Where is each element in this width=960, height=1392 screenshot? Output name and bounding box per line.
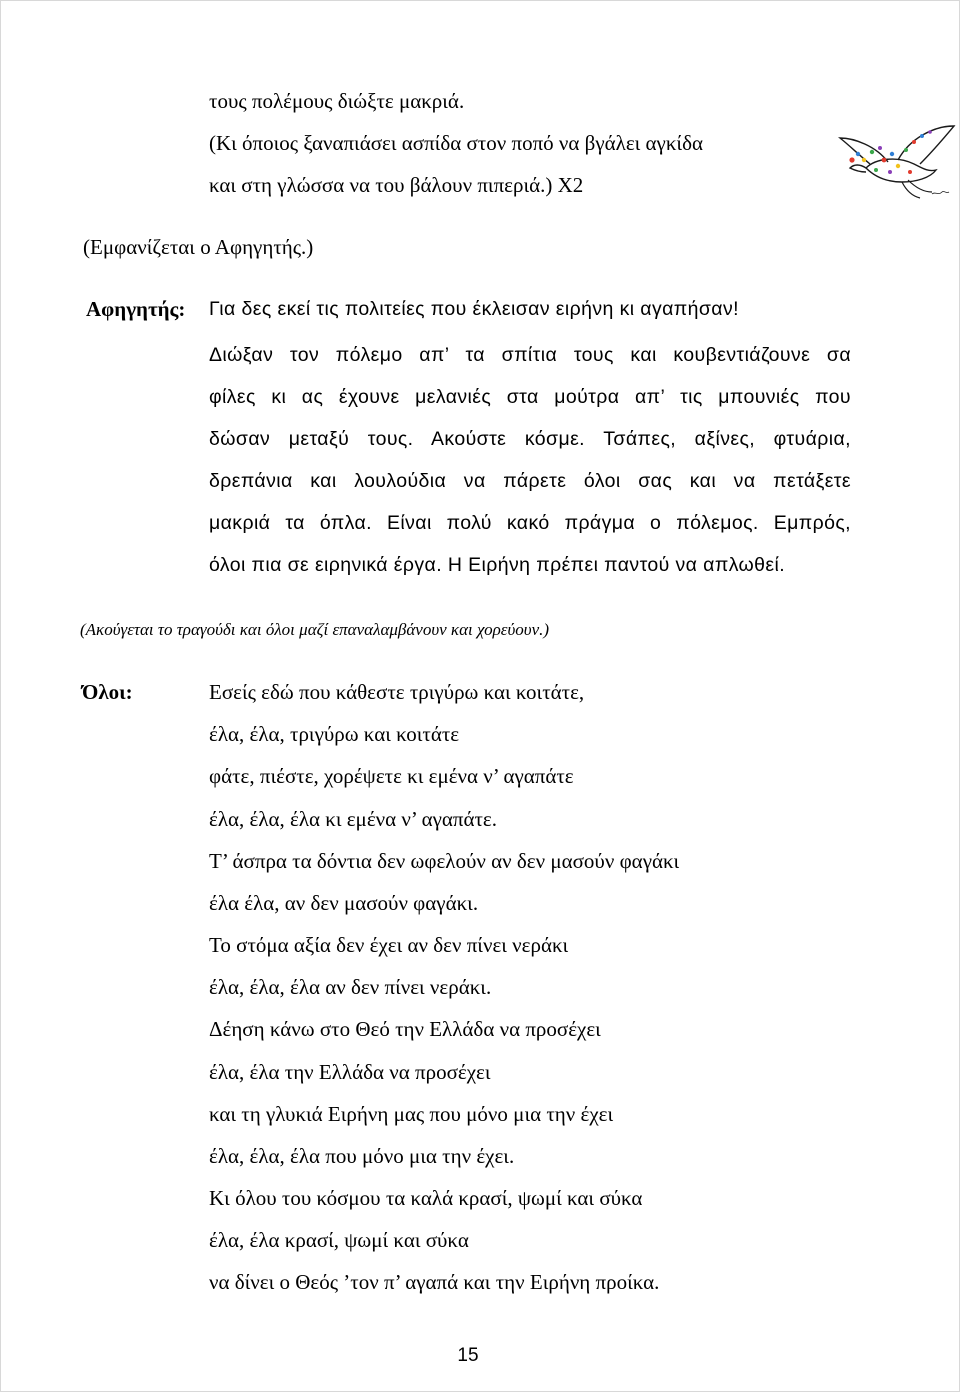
narrator-line: μακριά τα όπλα. Είναι πολύ κακό πράγμα ο πόλεμος. Εμπρός, (209, 512, 851, 534)
chorus-line: έλα, έλα την Ελλάδα να προσέχει (209, 1060, 491, 1084)
chorus-line: έλα, έλα, έλα που μόνο μια την έχει. (209, 1144, 515, 1168)
narrator-line: Διώξαν τον πόλεμο απ’ τα σπίτια τους και κουβεντιάζουνε σα (209, 344, 851, 366)
narrator-line: δρεπάνια και λουλούδια να πάρετε όλοι σας και να πετάξετε (209, 470, 851, 492)
chorus-line: Το στόμα αξία δεν έχει αν δεν πίνει νεράκι (209, 933, 569, 957)
narrator-line: όλοι πια σε ειρηνικά έργα. Η Ειρήνη πρέπει παντού να απλωθεί. (209, 554, 786, 576)
song-line: και στη γλώσσα να του βάλουν πιπεριά.) Χ2 (209, 173, 584, 197)
narrator-line: φίλες κι ας έχουνε μελανιές στα μούτρα απ’ τις μπουνιές που (209, 386, 851, 408)
chorus-line: έλα έλα, αν δεν μασούν φαγάκι. (209, 891, 479, 915)
stage-direction: (Ακούγεται το τραγούδι και όλοι μαζί επαναλαμβάνουν και χορεύουν.) (80, 620, 550, 639)
narrator-line: δώσαν μεταξύ τους. Ακούστε κόσμε. Τσάπες, αξίνες, φτυάρια, (209, 428, 851, 450)
page-number: 15 (457, 1345, 479, 1366)
chorus-line: να δίνει ο Θεός ’τον π’ αγαπά και την Ειρήνη προίκα. (209, 1270, 660, 1294)
speaker-label-narrator: Αφηγητής: (86, 297, 186, 321)
stage-direction: (Εμφανίζεται ο Αφηγητής.) (83, 235, 314, 259)
chorus-line: έλα, έλα κρασί, ψωμί και σύκα (209, 1228, 469, 1252)
chorus-line: Τ’ άσπρα τα δόντια δεν ωφελούν αν δεν μασούν φαγάκι (209, 849, 680, 873)
chorus-line: φάτε, πιέστε, χορέψετε κι εμένα ν’ αγαπάτε (209, 764, 574, 788)
speaker-label-all: Όλοι: (82, 680, 133, 704)
chorus-line: Εσείς εδώ που κάθεστε τριγύρω και κοιτάτε, (209, 680, 585, 704)
chorus-line: έλα, έλα, έλα αν δεν πίνει νεράκι. (209, 975, 492, 999)
chorus-line: έλα, έλα, τριγύρω και κοιτάτε (209, 722, 460, 746)
narrator-line: Για δες εκεί τις πολιτείες που έκλεισαν ειρήνη κι αγαπήσαν! (209, 298, 739, 320)
song-line: (Κι όποιος ξαναπιάσει ασπίδα στον ποπό να βγάλει αγκίδα (209, 131, 703, 155)
chorus-line: έλα, έλα, έλα κι εμένα ν’ αγαπάτε. (209, 807, 497, 831)
chorus-line: και τη γλυκιά Ειρήνη μας που μόνο μια την έχει (209, 1102, 614, 1126)
chorus-line: Κι όλου του κόσμου τα καλά κρασί, ψωμί και σύκα (209, 1186, 643, 1210)
chorus-line: Δέηση κάνω στο Θεό την Ελλάδα να προσέχει (209, 1017, 601, 1041)
peace-dove-icon (836, 120, 956, 200)
song-line: τους πολέμους διώξτε μακριά. (209, 89, 465, 113)
